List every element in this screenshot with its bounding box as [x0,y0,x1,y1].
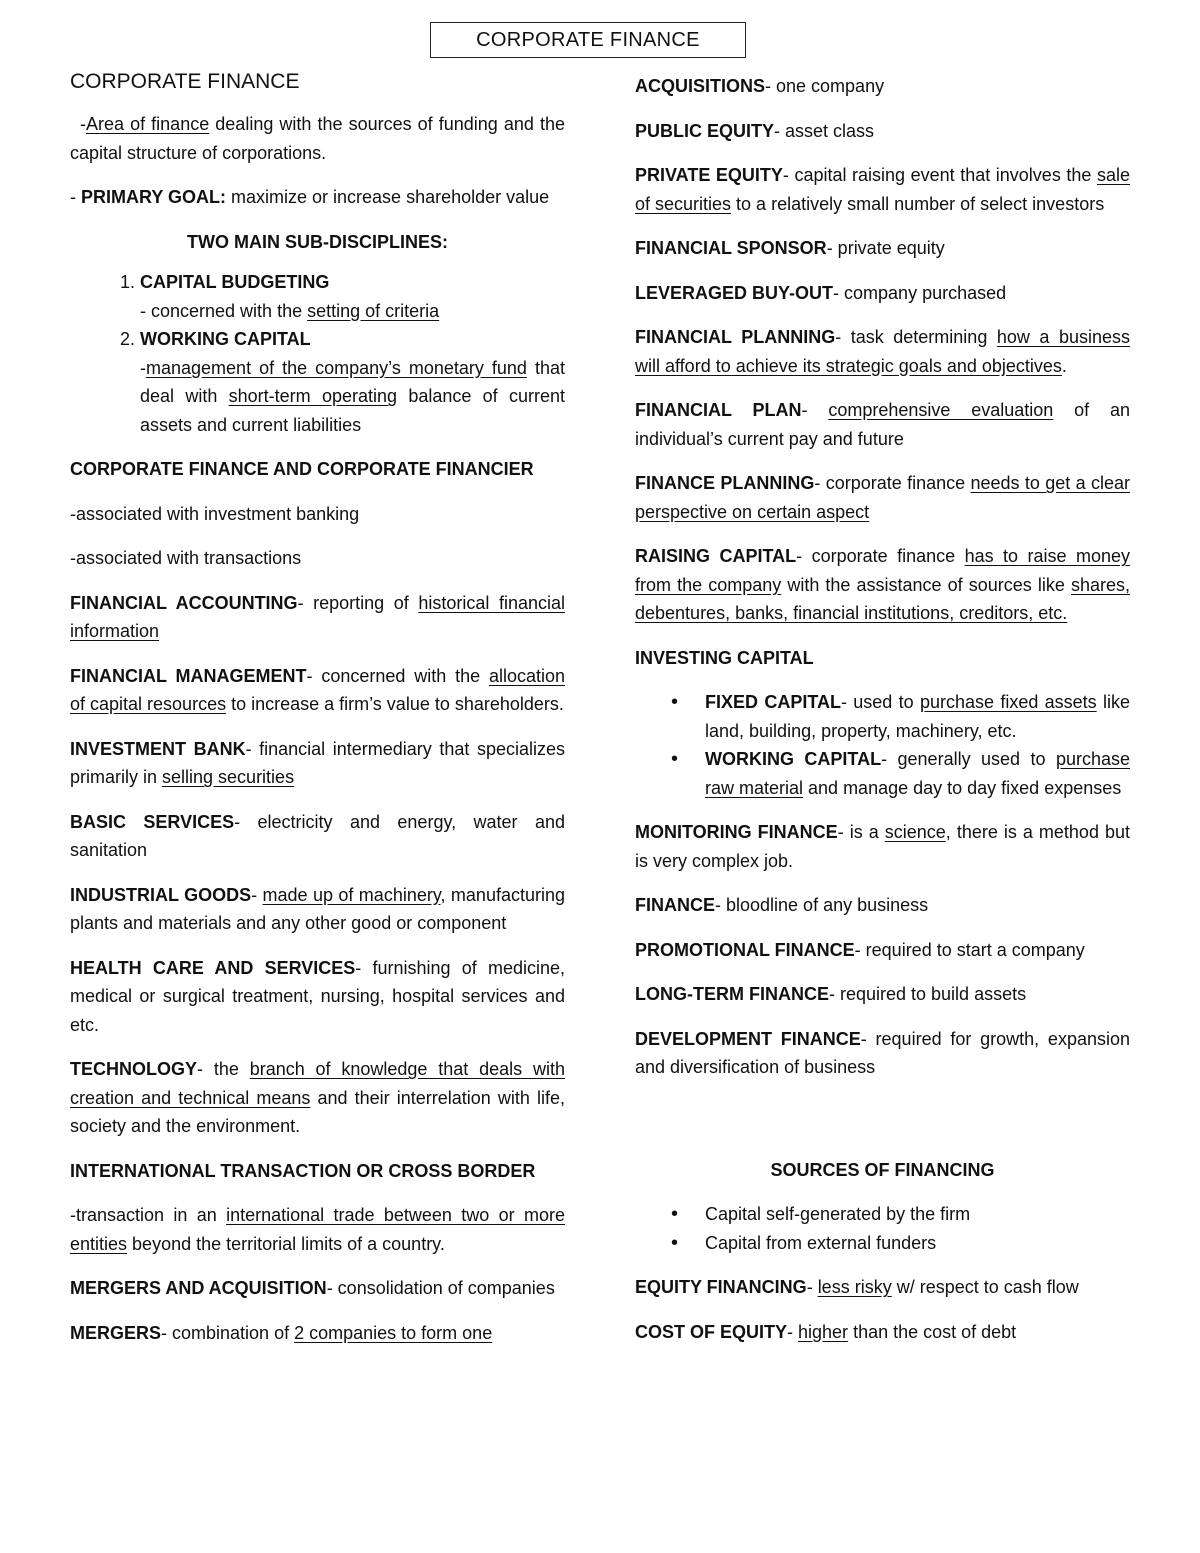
term-finance: FINANCE- bloodline of any business [635,895,929,915]
list-item: • FIXED CAPITAL- used to purchase fixed assets like land, building, property, machinery, etc. [705,688,1130,745]
sub-disciplines-list [70,268,565,439]
term-monitoring-finance: MONITORING FINANCE- is a science, there is a method but is very complex job. [635,822,1130,871]
list-item: • Capital self-generated by the firm [705,1200,1130,1229]
term-equity-financing: EQUITY FINANCING- less risky w/ respect to cash flow [635,1277,1079,1297]
investing-capital-list [635,688,1130,802]
term-acquisitions: ACQUISITIONS- one company [635,76,885,96]
right-column [635,72,1130,1362]
term-basic-services: BASIC SERVICES- electricity and energy, water and sanitation [70,811,565,860]
term-raising-capital: RAISING CAPITAL- corporate finance has to raise money from the company with the assistance of sources like shares, debentures, banks, financial institutions, creditors, etc. [635,546,1130,623]
term-private-equity: PRIVATE EQUITY- capital raising event that involves the sale of securities to a relatively small number of select investors [635,165,1130,214]
term-long-term-finance: LONG-TERM FINANCE- required to build assets [635,984,1027,1004]
document-title-box: CORPORATE FINANCE [430,22,746,58]
term-financial-management: FINANCIAL MANAGEMENT- concerned with the allocation of capital resources to increase a firm’s value to shareholders. [70,665,566,714]
term-mergers: MERGERS- combination of 2 companies to form one [70,1322,493,1343]
term-industrial-goods: INDUSTRIAL GOODS- made up of machinery, manufacturing plants and materials and any other good or component [70,884,565,933]
investing-capital-heading: INVESTING CAPITAL [635,647,814,668]
term-development-finance: DEVELOPMENT FINANCE- required for growth, expansion and diversification of business [635,1028,1130,1077]
term-financial-accounting: FINANCIAL ACCOUNTING- reporting of historical financial information [70,592,565,641]
sub-disciplines-heading: TWO MAIN SUB-DISCIPLINES: [187,231,448,252]
term-finance-planning: FINANCE PLANNING- corporate finance needs to get a clear perspective on certain aspect [635,473,1131,522]
primary-goal-paragraph: - PRIMARY GOAL: maximize or increase shareholder value [70,187,550,207]
it-definition: -transaction in an international trade between two or more entities beyond the territorial limits of a country. [70,1205,565,1254]
spacer [635,1098,1130,1156]
term-technology: TECHNOLOGY- the branch of knowledge that deals with creation and technical means and their interrelation with life, society and the environment. [70,1059,566,1136]
term-investment-bank: INVESTMENT BANK- financial intermediary that specializes primarily in selling securities [70,738,565,787]
cf-item: -associated with transactions [70,548,302,568]
term-promotional-finance: PROMOTIONAL FINANCE- required to start a company [635,939,1085,960]
section-heading: CORPORATE FINANCE [70,70,300,93]
list-item: • Capital from external funders [705,1229,1130,1258]
term-financial-planning: FINANCIAL PLANNING- task determining how a business will afford to achieve its strategic goals and objectives. [635,327,1130,376]
cf-item: -associated with investment banking [70,503,360,524]
definition-paragraph: -Area of finance dealing with the sources of funding and the capital structure of corporations. [70,114,565,163]
term-health-care: HEALTH CARE AND SERVICES- furnishing of medicine, medical or surgical treatment, nursing, hospital services and etc. [70,957,565,1035]
list-item: 1. CAPITAL BUDGETING - concerned with the setting of criteria [140,268,565,325]
term-leveraged-buyout: LEVERAGED BUY-OUT- company purchased [635,282,1007,303]
term-public-equity: PUBLIC EQUITY- asset class [635,120,875,141]
it-heading: INTERNATIONAL TRANSACTION OR CROSS BORDER [70,1160,536,1181]
sources-list [635,1200,1130,1257]
list-item: • WORKING CAPITAL- generally used to purchase raw material and manage day to day fixed expenses [705,745,1130,802]
sources-of-financing-heading: SOURCES OF FINANCING [770,1159,995,1180]
left-column [70,68,565,1363]
term-financial-sponsor: FINANCIAL SPONSOR- private equity [635,238,945,258]
cf-heading: CORPORATE FINANCE AND CORPORATE FINANCIER [70,459,534,479]
term-mergers-acquisition: MERGERS AND ACQUISITION- consolidation of companies [70,1278,555,1298]
term-financial-plan: FINANCIAL PLAN- comprehensive evaluation of an individual’s current pay and future [635,400,1130,449]
list-item: 2. WORKING CAPITAL -management of the company’s monetary fund that deal with short-term operating balance of current assets and current liabilities [140,325,565,439]
term-cost-of-equity: COST OF EQUITY- higher than the cost of debt [635,1321,1017,1342]
